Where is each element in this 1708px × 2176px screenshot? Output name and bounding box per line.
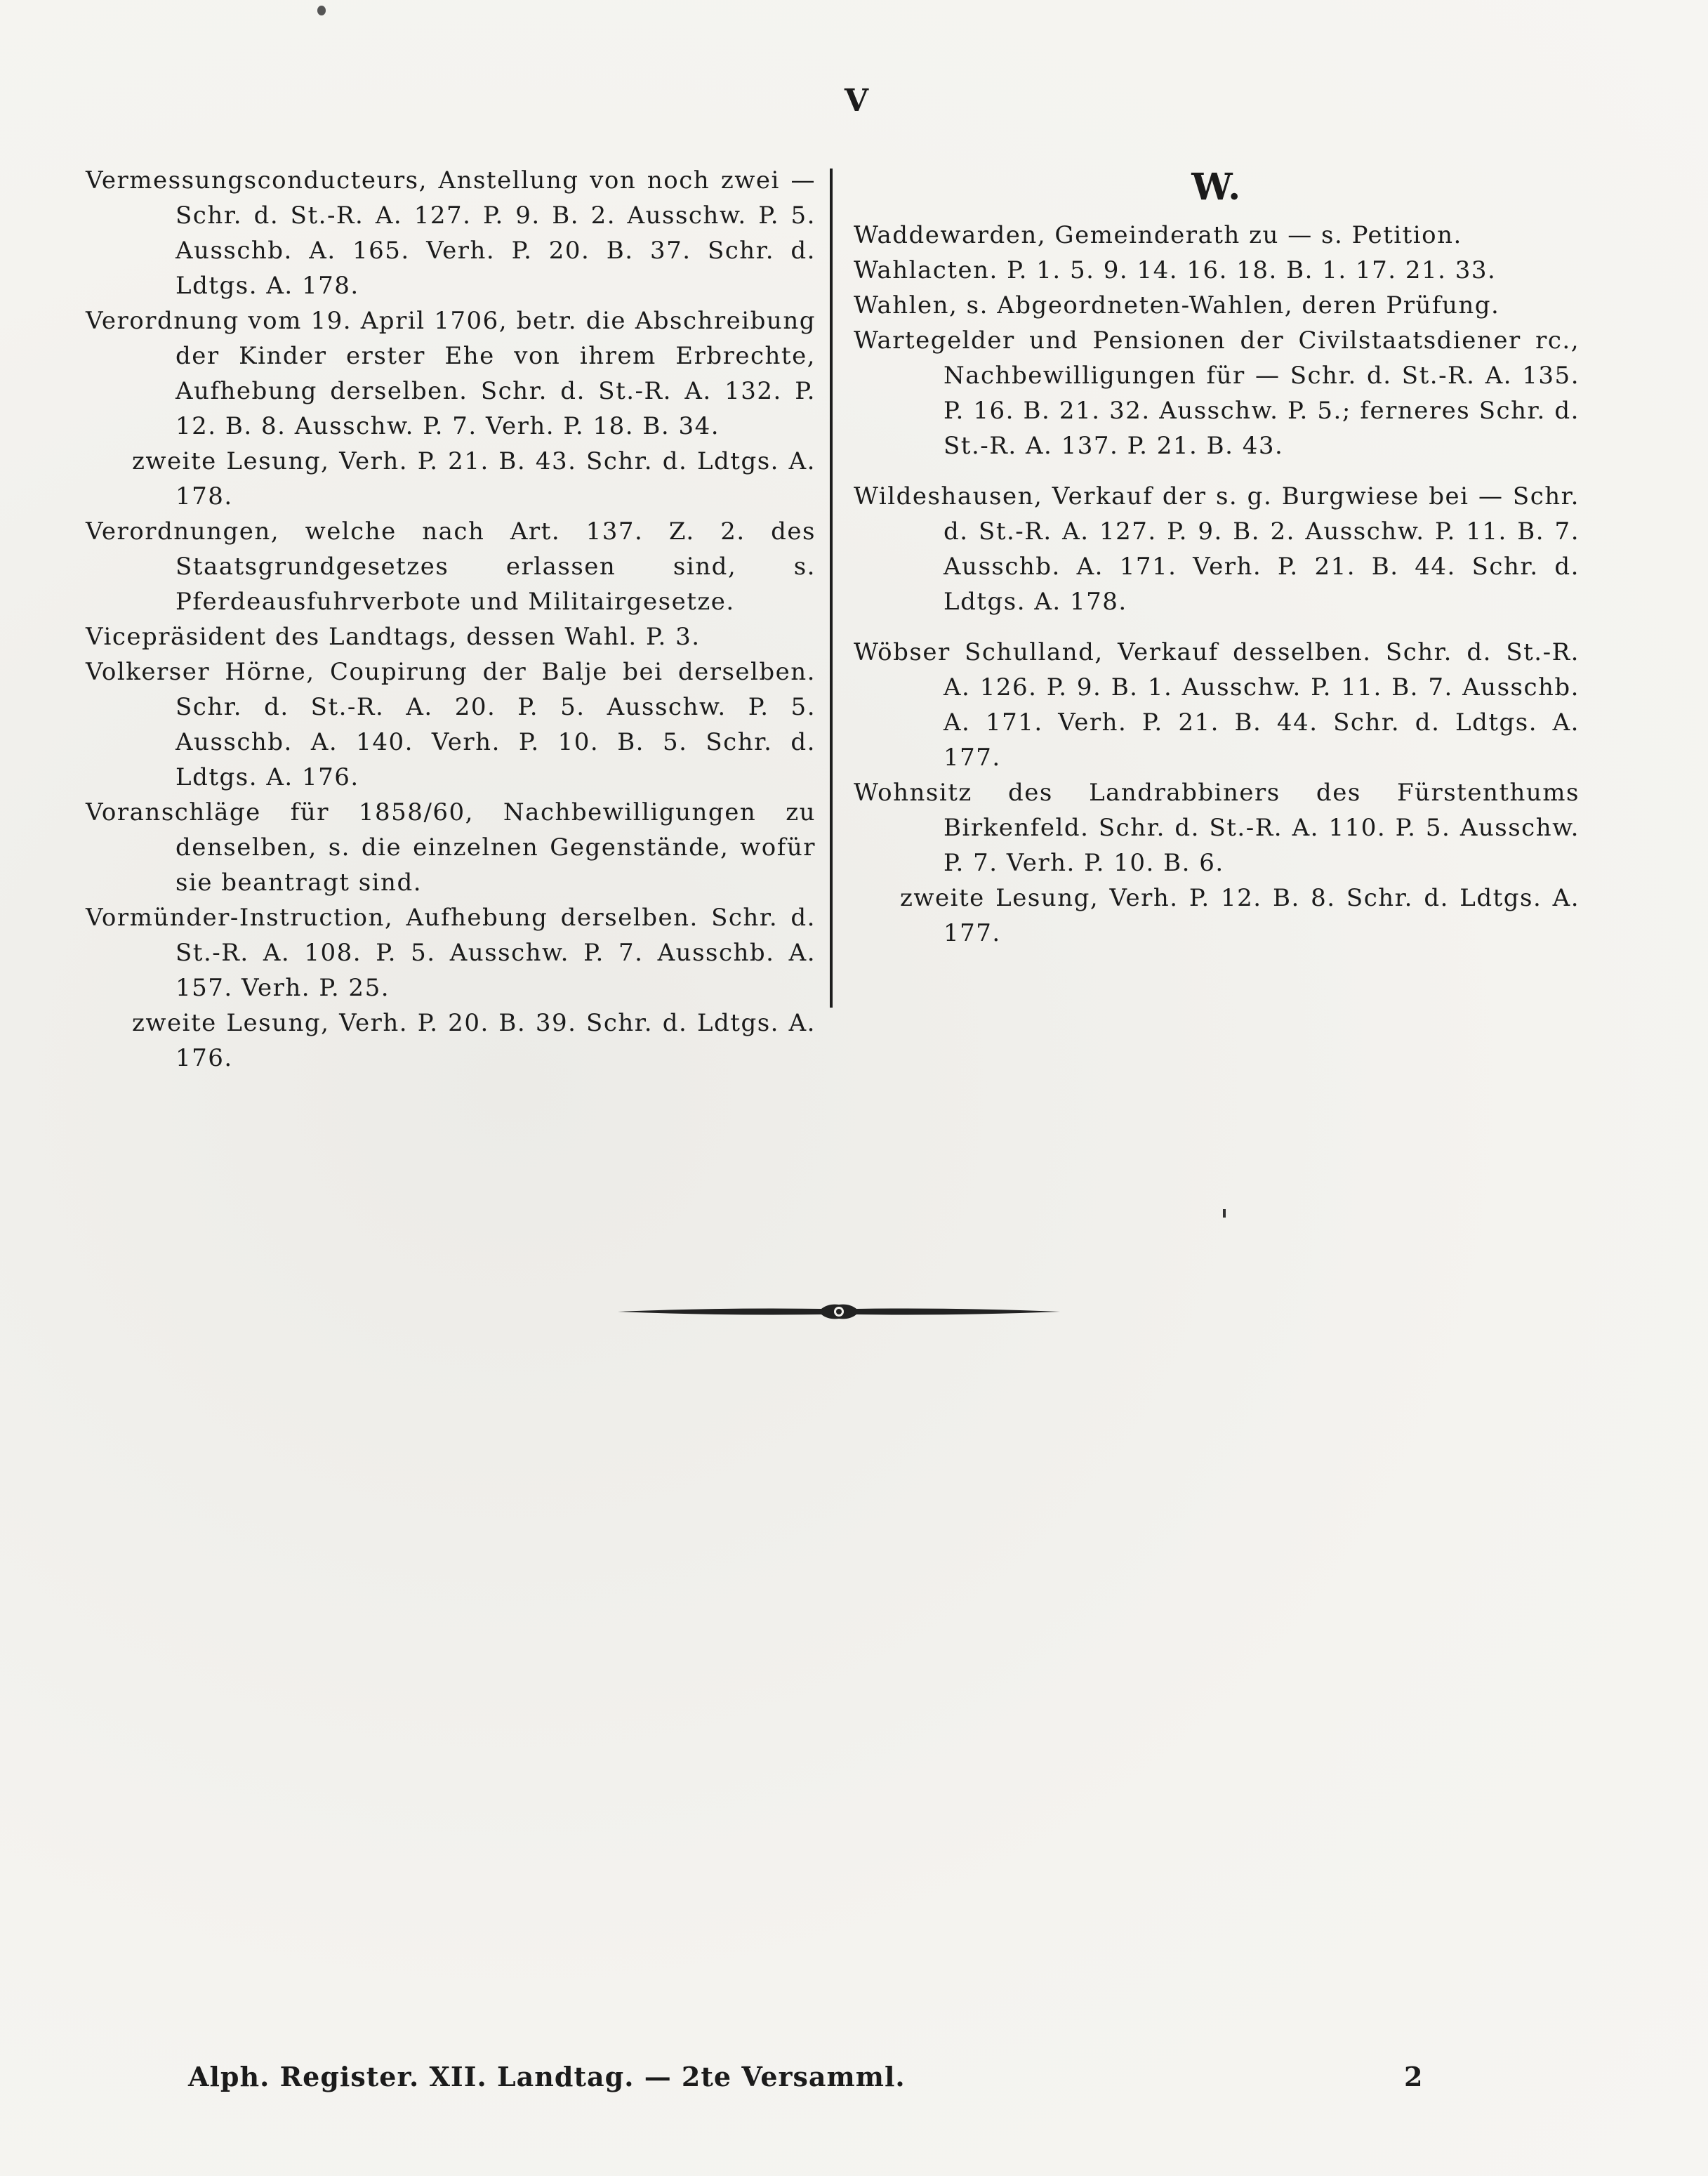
register-entry-text: zweite Lesung, Verh. P. 12. B. 8. Schr. d. Ldtgs. A. 177.	[900, 884, 1580, 947]
register-entry	[854, 323, 1580, 463]
register-entry-text: Volkerser Hörne, Coupirung der Balje bei derselben. Schr. d. St.-R. A. 20. P. 5. Ausschw. P. 5. Ausschb. A. 140. Verh. P. 10. B. 5. Schr. d. Ldtgs. A. 176.	[86, 658, 816, 791]
register-entry	[86, 303, 816, 444]
register-entry-text: Verordnung vom 19. April 1706, betr. die Abschreibung der Kinder erster Ehe von ihrem Erbrechte, Aufhebung derselben. Schr. d. St.-R. A. 132. P. 12. B. 8. Ausschw. P. 7. Verh. P. 18. B. 34.	[86, 307, 816, 440]
column-divider	[830, 169, 833, 1008]
register-entry	[86, 444, 816, 514]
register-entry	[854, 253, 1580, 288]
register-entry-text: Wöbser Schulland, Verkauf desselben. Schr. d. St.-R. A. 126. P. 9. B. 1. Ausschw. P. 11. B. 7. Ausschb. A. 171. Verh. P. 21. B. 44. Schr. d. Ldtgs. A. 177.	[854, 638, 1580, 772]
register-entry	[86, 619, 816, 654]
register-entry-text: Vormünder-Instruction, Aufhebung derselben. Schr. d. St.-R. A. 108. P. 5. Ausschw. P. 7. Ausschb. A. 157. Verh. P. 25.	[86, 904, 816, 1002]
register-entry	[86, 163, 816, 303]
register-entry-text: Wildeshausen, Verkauf der s. g. Burgwiese bei — Schr. d. St.-R. A. 127. P. 9. B. 2. Ausschw. P. 11. B. 7. Ausschb. A. 171. Verh. P. 21. B. 44. Schr. d. Ldtgs. A. 178.	[854, 482, 1580, 616]
register-entry-text: Wohnsitz des Landrabbiners des Fürstenthums Birkenfeld. Schr. d. St.-R. A. 110. P. 5. Ausschw. P. 7. Verh. P. 10. B. 6.	[854, 779, 1580, 877]
register-entry-text: Wahlen, s. Abgeordneten-Wahlen, deren Prüfung.	[854, 291, 1500, 319]
register-entry-text: Vicepräsident des Landtags, dessen Wahl. P. 3.	[86, 623, 701, 651]
register-entry	[854, 635, 1580, 775]
ink-speck	[317, 6, 326, 15]
left-column	[86, 163, 816, 1076]
register-entry-text: Wartegelder und Pensionen der Civilstaatsdiener rc., Nachbewilligungen für — Schr. d. St.-R. A. 135. P. 16. B. 21. 32. Ausschw. P. 5.; ferneres Schr. d. St.-R. A. 137. P. 21. B. 43.	[854, 327, 1580, 460]
register-entry	[854, 479, 1580, 619]
register-entry-text: Waddewarden, Gemeinderath zu — s. Petition.	[854, 221, 1462, 249]
register-entry-text: zweite Lesung, Verh. P. 21. B. 43. Schr. d. Ldtgs. A. 178.	[132, 447, 816, 510]
register-entry-text: Voranschläge für 1858/60, Nachbewilligungen zu denselben, s. die einzelnen Gegenstände, wofür sie beantragt sind.	[86, 798, 816, 897]
register-entry	[854, 881, 1580, 951]
register-entry	[86, 795, 816, 900]
register-entry	[854, 288, 1580, 323]
register-entry-text: zweite Lesung, Verh. P. 20. B. 39. Schr. d. Ldtgs. A. 176.	[132, 1009, 816, 1072]
letter-heading: W.	[1191, 166, 1242, 209]
register-entry	[86, 514, 816, 619]
register-entry	[86, 1005, 816, 1076]
register-entry	[854, 775, 1580, 881]
ink-mark	[1223, 1209, 1226, 1218]
register-entry	[86, 654, 816, 795]
register-entry-text: Verordnungen, welche nach Art. 137. Z. 2. des Staatsgrundgesetzes erlassen sind, s. Pferdeausfuhrverbote und Militairgesetze.	[86, 517, 816, 616]
register-entry-text: Wahlacten. P. 1. 5. 9. 14. 16. 18. B. 1. 17. 21. 33.	[854, 256, 1497, 284]
register-entry	[854, 218, 1580, 253]
footer-title: Alph. Register. XII. Landtag. — 2te Versamml.	[188, 2061, 906, 2092]
ornamental-rule-icon	[618, 1292, 1060, 1331]
footer-page-number: 2	[1404, 2061, 1423, 2092]
register-entry-text: Vermessungsconducteurs, Anstellung von noch zwei — Schr. d. St.-R. A. 127. P. 9. B. 2. Ausschw. P. 5. Ausschb. A. 165. Verh. P. 20. B. 37. Schr. d. Ldtgs. A. 178.	[86, 166, 816, 300]
page-roman-numeral: V	[844, 83, 869, 119]
register-entry	[86, 900, 816, 1005]
right-column	[854, 163, 1580, 951]
